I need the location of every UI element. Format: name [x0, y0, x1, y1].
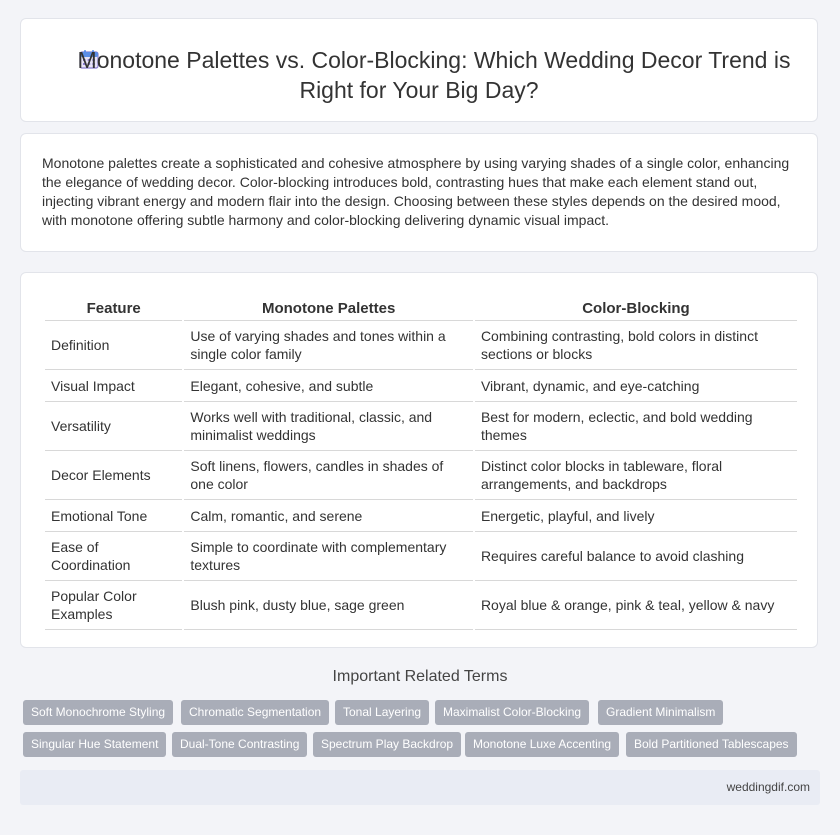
- feature-cell: Versatility: [45, 402, 182, 451]
- tag-gradient-minimalism[interactable]: Gradient Minimalism: [598, 700, 723, 725]
- color-blocking-cell: Requires careful balance to avoid clashing: [475, 532, 797, 581]
- comparison-table: [43, 297, 799, 630]
- column-header-feature: Feature: [45, 297, 182, 321]
- tag-chromatic-segmentation[interactable]: Chromatic Segmentation: [181, 700, 329, 725]
- table-row: [45, 532, 797, 581]
- feature-cell: Popular Color Examples: [45, 581, 182, 630]
- monotone-cell: Soft linens, flowers, candles in shades of one color: [184, 451, 473, 500]
- column-header-color-blocking: Color-Blocking: [475, 297, 797, 321]
- color-blocking-cell: Energetic, playful, and lively: [475, 500, 797, 532]
- monotone-cell: Works well with traditional, classic, and minimalist weddings: [184, 402, 473, 451]
- monotone-cell: Elegant, cohesive, and subtle: [184, 370, 473, 402]
- tag-dual-tone-contrasting[interactable]: Dual-Tone Contrasting: [172, 732, 307, 757]
- footer: [20, 770, 820, 805]
- color-blocking-cell: Distinct color blocks in tableware, floral arrangements, and backdrops: [475, 451, 797, 500]
- header-card: [20, 18, 818, 122]
- table-row: [45, 402, 797, 451]
- feature-cell: Definition: [45, 321, 182, 370]
- feature-cell: Visual Impact: [45, 370, 182, 402]
- monotone-cell: Simple to coordinate with complementary textures: [184, 532, 473, 581]
- footer-site-link[interactable]: weddingdif.com: [726, 780, 810, 794]
- page-title: Monotone Palettes vs. Color-Blocking: Which Wedding Decor Trend is Right for Your Big Day?: [77, 47, 791, 103]
- table-row: [45, 581, 797, 630]
- tag-spectrum-play-backdrop[interactable]: Spectrum Play Backdrop: [313, 732, 461, 757]
- comparison-card: [20, 272, 818, 648]
- color-blocking-cell: Royal blue & orange, pink & teal, yellow & navy: [475, 581, 797, 630]
- tag-monotone-luxe-accenting[interactable]: Monotone Luxe Accenting: [465, 732, 619, 757]
- table-row: [45, 500, 797, 532]
- monotone-cell: Use of varying shades and tones within a single color family: [184, 321, 473, 370]
- table-row: [45, 321, 797, 370]
- tag-maximalist-color-blocking[interactable]: Maximalist Color-Blocking: [435, 700, 589, 725]
- tag-bold-partitioned-tablescapes[interactable]: Bold Partitioned Tablescapes: [626, 732, 797, 757]
- intro-card: [20, 133, 818, 252]
- intro-text: Monotone palettes create a sophisticated and cohesive atmosphere by using varying shades of a single color, enhancing the elegance of wedding decor. Color-blocking introduces bold, contrasting hues that make each element stand out, injecting vibrant energy and modern flair into the design. Choosing between these styles depends on the desired mood, with monotone offering subtle harmony and color-blocking delivering dynamic visual impact.: [42, 155, 790, 228]
- monotone-cell: Calm, romantic, and serene: [184, 500, 473, 532]
- color-blocking-cell: Combining contrasting, bold colors in distinct sections or blocks: [475, 321, 797, 370]
- feature-cell: Decor Elements: [45, 451, 182, 500]
- feature-cell: Ease of Coordination: [45, 532, 182, 581]
- column-header-monotone: Monotone Palettes: [184, 297, 473, 321]
- table-header-row: [45, 297, 797, 321]
- related-terms-heading: Important Related Terms: [332, 668, 508, 685]
- tag-tonal-layering[interactable]: Tonal Layering: [335, 700, 429, 725]
- tag-soft-monochrome-styling[interactable]: Soft Monochrome Styling: [23, 700, 173, 725]
- table-row: [45, 451, 797, 500]
- color-blocking-cell: Best for modern, eclectic, and bold wedding themes: [475, 402, 797, 451]
- feature-cell: Emotional Tone: [45, 500, 182, 532]
- table-row: [45, 370, 797, 402]
- color-blocking-cell: Vibrant, dynamic, and eye-catching: [475, 370, 797, 402]
- tag-singular-hue-statement[interactable]: Singular Hue Statement: [23, 732, 166, 757]
- monotone-cell: Blush pink, dusty blue, sage green: [184, 581, 473, 630]
